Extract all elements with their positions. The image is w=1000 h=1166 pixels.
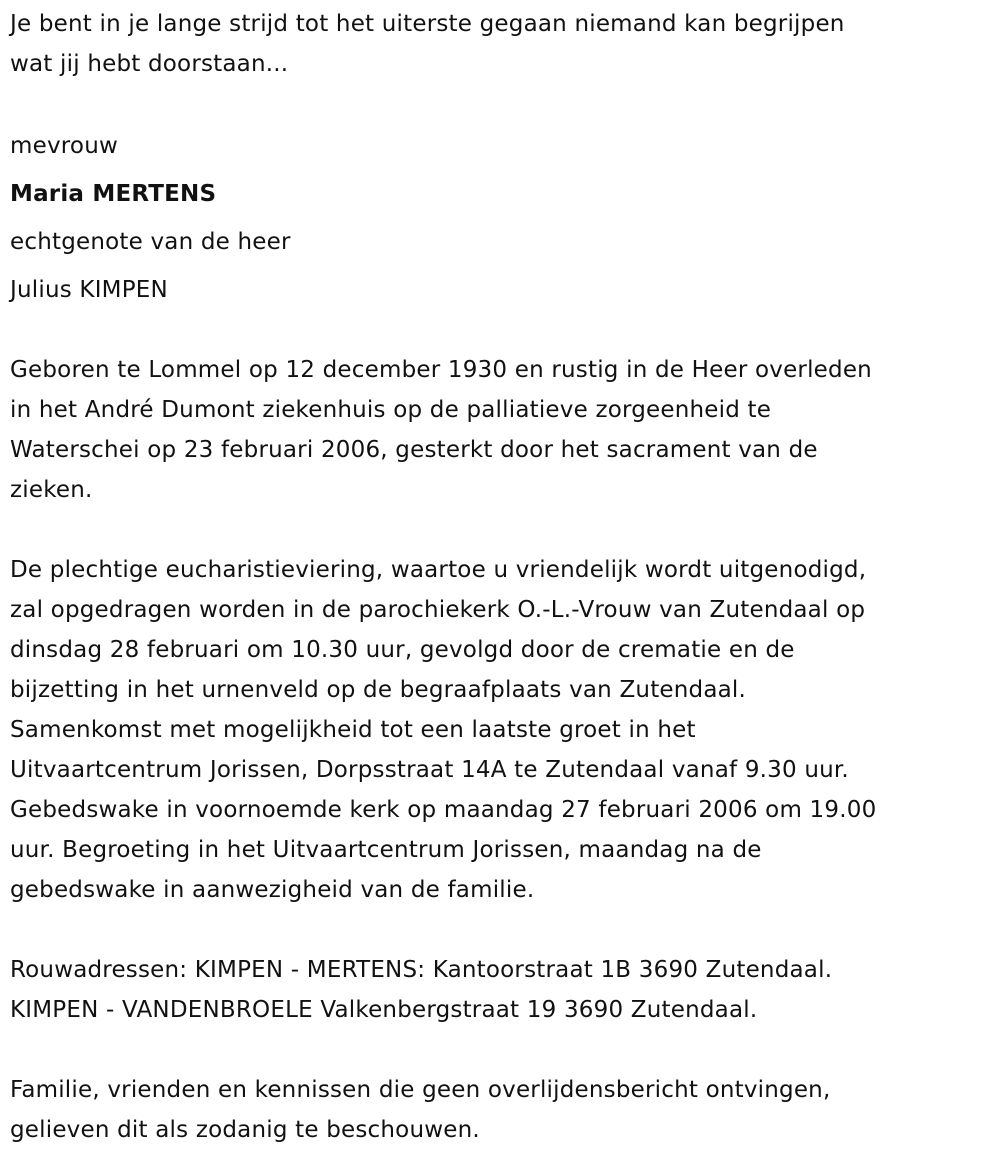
birth-death-paragraph	[10, 350, 994, 510]
paragraph-line: dinsdag 28 februari om 10.30 uur, gevolgd door de crematie en de	[10, 637, 795, 663]
paragraph-line: in het André Dumont ziekenhuis op de palliatieve zorgeenheid te	[10, 397, 772, 423]
quote-line: Je bent in je lange strijd tot het uiterste gegaan niemand kan begrijpen	[10, 11, 845, 37]
addresses-paragraph	[10, 950, 994, 1030]
paragraph-line: Geboren te Lommel op 12 december 1930 en rustig in de Heer overleden	[10, 357, 872, 383]
paragraph-line: bijzetting in het urnenveld op de begraafplaats van Zutendaal.	[10, 677, 747, 703]
paragraph-line: gebedswake in aanwezigheid van de familie.	[10, 877, 535, 903]
quote-line: wat jij hebt doorstaan...	[10, 51, 289, 77]
paragraph-line: Gebedswake in voornoemde kerk op maandag 27 februari 2006 om 19.00	[10, 797, 877, 823]
ceremony-paragraph	[10, 550, 994, 910]
deceased-name: Maria MERTENS	[10, 181, 217, 207]
honorific: mevrouw	[10, 133, 118, 159]
closing-paragraph	[10, 1070, 994, 1150]
spouse-name: Julius KIMPEN	[10, 277, 168, 303]
paragraph-line: Waterschei op 23 februari 2006, gesterkt door het sacrament van de	[10, 437, 818, 463]
relation-text: echtgenote van de heer	[10, 229, 291, 255]
paragraph-line: Uitvaartcentrum Jorissen, Dorpsstraat 14A te Zutendaal vanaf 9.30 uur.	[10, 757, 849, 783]
paragraph-line: Familie, vrienden en kennissen die geen overlijdensbericht ontvingen,	[10, 1077, 831, 1103]
paragraph-line: Samenkomst met mogelijkheid tot een laatste groet in het	[10, 717, 696, 743]
paragraph-line: zal opgedragen worden in de parochiekerk O.-L.-Vrouw van Zutendaal op	[10, 597, 866, 623]
paragraph-line: Rouwadressen: KIMPEN - MERTENS: Kantoorstraat 1B 3690 Zutendaal.	[10, 957, 833, 983]
paragraph-line: uur. Begroeting in het Uitvaartcentrum Jorissen, maandag na de	[10, 837, 762, 863]
paragraph-line: KIMPEN - VANDENBROELE Valkenbergstraat 19 3690 Zutendaal.	[10, 997, 758, 1023]
paragraph-line: gelieven dit als zodanig te beschouwen.	[10, 1117, 480, 1143]
paragraph-line: zieken.	[10, 477, 93, 503]
opening-quote	[10, 4, 994, 84]
paragraph-line: De plechtige eucharistieviering, waartoe u vriendelijk wordt uitgenodigd,	[10, 557, 867, 583]
